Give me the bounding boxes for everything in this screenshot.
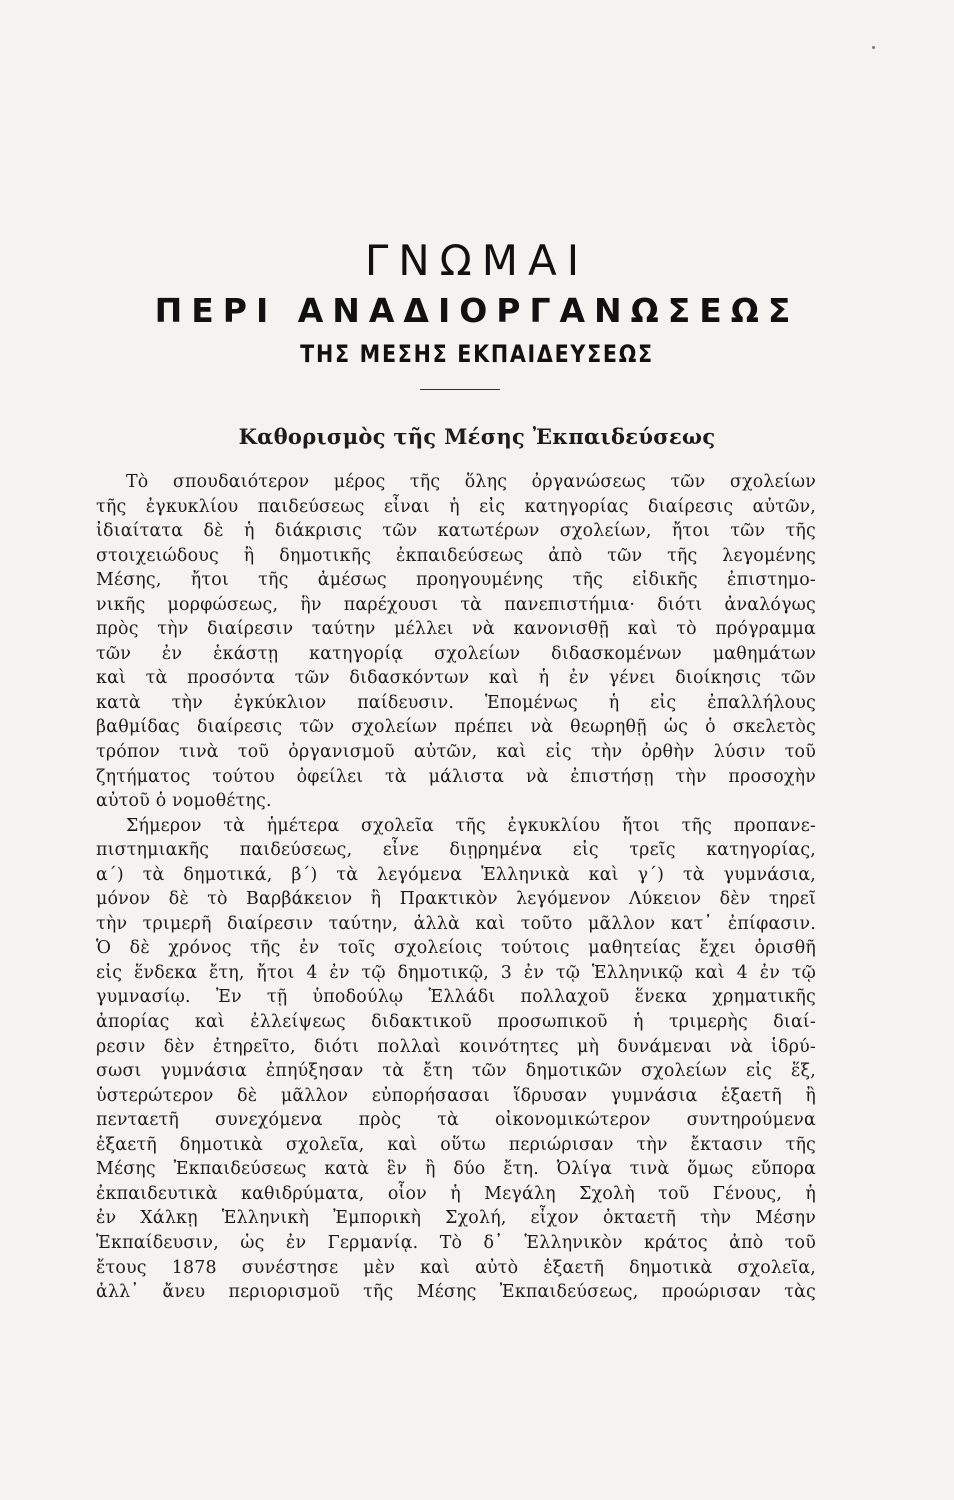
title-line-3: ΤΗΣ ΜΕΣΗΣ ΕΚΠΑΙΔΕΥΣΕΩΣ — [300, 340, 654, 368]
text-line: ἔτους 1878 συνέστησε μὲν καὶ αὐτὸ ἑξαετῆ δημοτικὰ σχολεῖα, — [96, 1257, 816, 1278]
text-line: τὴν τριμερῆ διαίρεσιν ταύτην, ἀλλὰ καὶ τοῦτο μᾶλλον κατ᾽ ἐπίφασιν. — [96, 913, 816, 934]
paper-speck — [872, 46, 875, 49]
text-line: τῶν ἐν ἑκάστῃ κατηγορίᾳ σχολείων διδασκομένων μαθημάτων — [96, 643, 816, 664]
text-line: εἰς ἕνδεκα ἔτη, ἤτοι 4 ἐν τῷ δημοτικῷ, 3 ἐν τῷ Ἑλληνικῷ καὶ 4 ἐν τῷ — [96, 962, 816, 983]
body-text — [96, 470, 816, 1305]
text-line: Μέσης Ἐκπαιδεύσεως κατὰ ἓν ἢ δύο ἔτη. Ὀλίγα τινὰ ὅμως εὔπορα — [96, 1159, 816, 1180]
text-line: μόνον δὲ τὸ Βαρβάκειον ἢ Πρακτικὸν λεγόμενον Λύκειον δὲν τηρεῖ — [96, 889, 816, 910]
text-line: Τὸ σπουδαιότερον μέρος τῆς ὅλης ὀργανώσεως τῶν σχολείων — [126, 472, 816, 492]
title-line-2: ΠΕΡΙ ΑΝΑΔΙΟΡΓΑΝΩΣΕΩΣ — [154, 291, 800, 330]
text-line: γυμνασίῳ. Ἐν τῇ ὑποδούλῳ Ἑλλάδι πολλαχοῦ ἕνεκα χρηματικῆς — [96, 987, 816, 1008]
text-line: ρεσιν δὲν ἐτηρεῖτο, διότι πολλαὶ κοινότητες μὴ δυνάμεναι νὰ ἱδρύ- — [96, 1036, 816, 1057]
text-line: ἐκπαιδευτικὰ καθιδρύματα, οἷον ἡ Μεγάλη Σχολὴ τοῦ Γένους, ἡ — [96, 1183, 816, 1204]
text-line: ἀπορίας καὶ ἐλλείψεως διδακτικοῦ προσωπικοῦ ἡ τριμερὴς διαί- — [96, 1012, 816, 1033]
text-line: πρὸς τὴν διαίρεσιν ταύτην μέλλει νὰ κανονισθῇ καὶ τὸ πρόγραμμα — [96, 619, 816, 640]
text-line: τρόπον τινὰ τοῦ ὀργανισμοῦ αὐτῶν, καὶ εἰς τὴν ὀρθὴν λύσιν τοῦ — [96, 742, 816, 763]
text-line: βαθμίδας διαίρεσις τῶν σχολείων πρέπει νὰ θεωρηθῇ ὡς ὁ σκελετὸς — [96, 717, 816, 738]
text-line: πενταετῆ συνεχόμενα πρὸς τὰ οἰκονομικώτερον συντηρούμενα — [96, 1110, 816, 1131]
text-line: ὑστερώτερον δὲ μᾶλλον εὐπορήσασαι ἵδρυσαν γυμνάσια ἑξαετῆ ἢ — [96, 1085, 816, 1106]
text-line: Ἐκπαίδευσιν, ὡς ἐν Γερμανίᾳ. Τὸ δ᾽ Ἑλληνικὸν κράτος ἀπὸ τοῦ — [96, 1232, 816, 1253]
text-line: ζητήματος τούτου ὀφείλει τὰ μάλιστα νὰ ἐπιστήσῃ τὴν προσοχὴν — [96, 766, 816, 787]
text-line: Σήμερον τὰ ἡμέτερα σχολεῖα τῆς ἐγκυκλίου ἤτοι τῆς προπανε- — [126, 815, 816, 836]
text-line: ἀλλ᾽ ἄνευ περιορισμοῦ τῆς Μέσης Ἐκπαιδεύσεως, προώρισαν τὰς — [96, 1282, 816, 1303]
paragraph-2 — [96, 814, 816, 1305]
text-line: καὶ τὰ προσόντα τῶν διδασκόντων καὶ ἡ ἐν γένει διοίκησις τῶν — [96, 668, 816, 689]
text-line: πιστημιακῆς παιδεύσεως, εἶνε διῃρημένα εἰς τρεῖς κατηγορίας, — [96, 840, 816, 861]
text-line: νικῆς μορφώσεως, ἣν παρέχουσι τὰ πανεπιστήμια· διότι ἀναλόγως — [96, 594, 816, 615]
text-line: Ὁ δὲ χρόνος τῆς ἐν τοῖς σχολείοις τούτοις μαθητείας ἔχει ὁρισθῆ — [96, 938, 816, 959]
text-line: κατὰ τὴν ἐγκύκλιον παίδευσιν. Ἑπομένως ἡ εἰς ἐπαλλήλους — [96, 692, 816, 713]
paragraph-1 — [96, 470, 816, 814]
section-heading: Καθορισμὸς τῆς Μέσης Ἐκπαιδεύσεως — [238, 424, 716, 449]
text-line: αὐτοῦ ὁ νομοθέτης. — [96, 791, 272, 812]
text-line: σωσι γυμνάσια ἐπηύξησαν τὰ ἔτη τῶν δημοτικῶν σχολείων εἰς ἕξ, — [96, 1061, 816, 1082]
text-line: στοιχειώδους ἢ δημοτικῆς ἐκπαιδεύσεως ἀπὸ τῶν τῆς λεγομένης — [96, 545, 816, 566]
text-line: Μέσης, ἤτοι τῆς ἀμέσως προηγουμένης τῆς εἰδικῆς ἐπιστημο- — [96, 570, 816, 591]
text-line: ἑξαετῆ δημοτικὰ σχολεῖα, καὶ οὕτω περιώρισαν τὴν ἔκτασιν τῆς — [96, 1134, 816, 1155]
title-divider — [420, 389, 500, 390]
text-line: α΄) τὰ δημοτικά, β΄) τὰ λεγόμενα Ἑλληνικὰ καὶ γ΄) τὰ γυμνάσια, — [96, 864, 816, 885]
text-line: ἰδιαίτατα δὲ ἡ διάκρισις τῶν κατωτέρων σχολείων, ἤτοι τῶν τῆς — [96, 521, 816, 542]
text-line: ἐν Χάλκῃ Ἑλληνικὴ Ἐμπορικὴ Σχολή, εἶχον ὀκταετῆ τὴν Μέσην — [96, 1208, 816, 1229]
text-line: τῆς ἐγκυκλίου παιδεύσεως εἶναι ἡ εἰς κατηγορίας διαίρεσις αὐτῶν, — [96, 496, 816, 517]
title-line-1: ΓΝΩΜΑΙ — [364, 236, 590, 285]
